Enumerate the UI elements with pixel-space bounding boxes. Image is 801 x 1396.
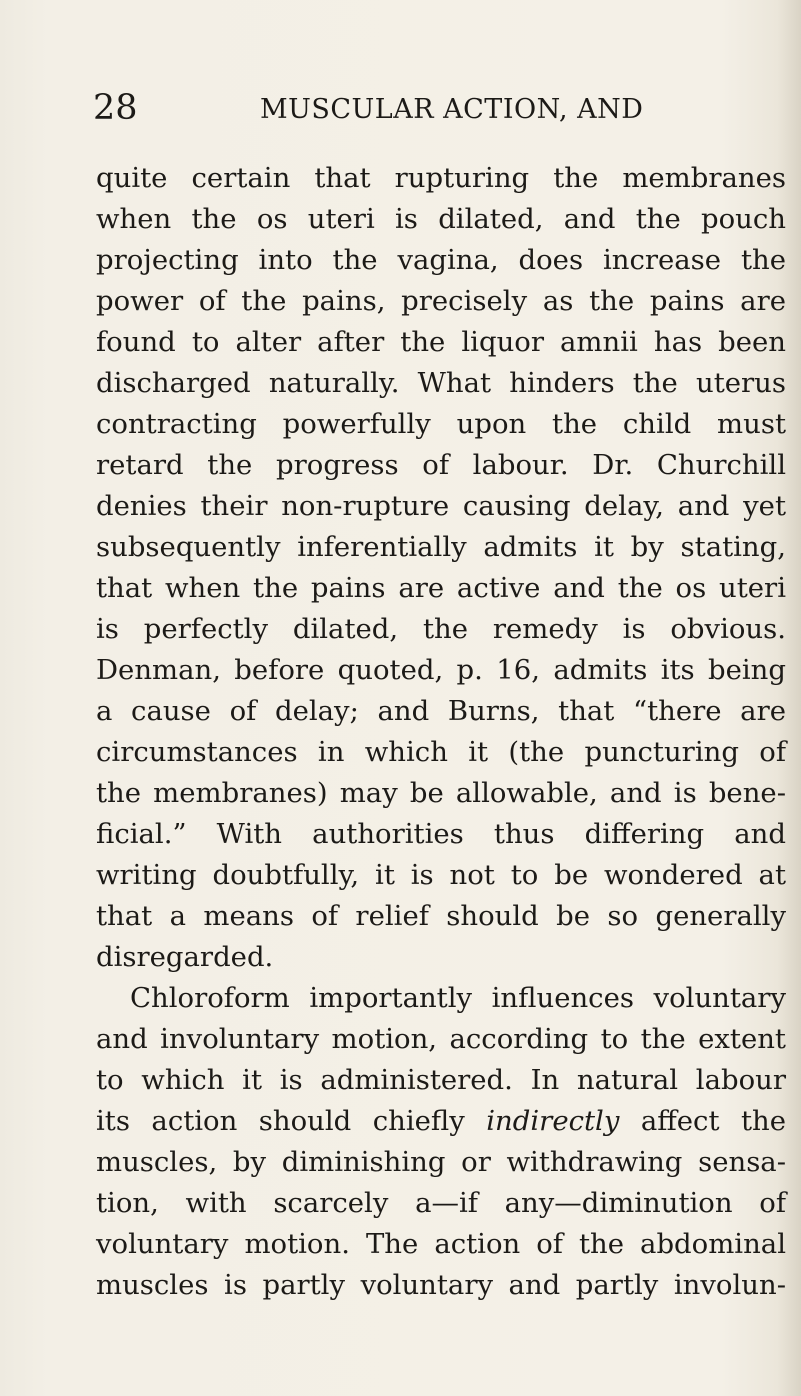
text-line: ficial.” With authorities thus differing and [96,818,786,850]
text-line: Denman, before quoted, p. 16, admits its being [96,654,786,686]
text-line: writing doubtfully, it is not to be wondered at [96,859,786,891]
text-line: voluntary motion. The action of the abdominal [96,1228,786,1260]
text-line: quite certain that rupturing the membranes [96,162,786,194]
text-line-with-italic [96,1101,786,1142]
paragraph-end-line: disregarded. [96,941,274,973]
line-text-before: its action should chiefly [96,1105,487,1137]
text-line: circumstances in which it (the puncturing of [96,736,786,768]
text-line: that a means of relief should be so generally [96,900,786,932]
text-line: retard the progress of labour. Dr. Churchill [96,449,786,481]
text-line: tion, with scarcely a—if any—diminution of [96,1187,786,1219]
line-text-after: affect the [619,1105,786,1137]
text-line: the membranes) may be allowable, and is bene- [96,777,786,809]
text-line: when the os uteri is dilated, and the pouch [96,203,786,235]
page-number: 28 [93,88,138,128]
text-line: muscles, by diminishing or withdrawing sensa- [96,1146,786,1178]
text-line: that when the pains are active and the os uteri [96,572,786,604]
paragraph-start-line: Chloroform importantly influences voluntary [130,982,786,1014]
body-text [96,158,786,1306]
text-line: discharged naturally. What hinders the uterus [96,367,786,399]
text-line: power of the pains, precisely as the pains are [96,285,786,317]
italic-word: indirectly [486,1105,620,1137]
text-line: to which it is administered. In natural labour [96,1064,786,1096]
text-line: muscles is partly voluntary and partly involun- [96,1269,786,1301]
text-line: a cause of delay; and Burns, that “there are [96,695,786,727]
text-line: contracting powerfully upon the child must [96,408,786,440]
text-line: found to alter after the liquor amnii has been [96,326,786,358]
page-header [0,88,801,128]
running-head: MUSCULAR ACTION, AND [260,94,644,125]
text-line: subsequently inferentially admits it by stating, [96,531,786,563]
text-line: projecting into the vagina, does increase the [96,244,786,276]
text-line: is perfectly dilated, the remedy is obvious. [96,613,786,645]
text-line: denies their non-rupture causing delay, and yet [96,490,786,522]
text-line: and involuntary motion, according to the extent [96,1023,786,1055]
